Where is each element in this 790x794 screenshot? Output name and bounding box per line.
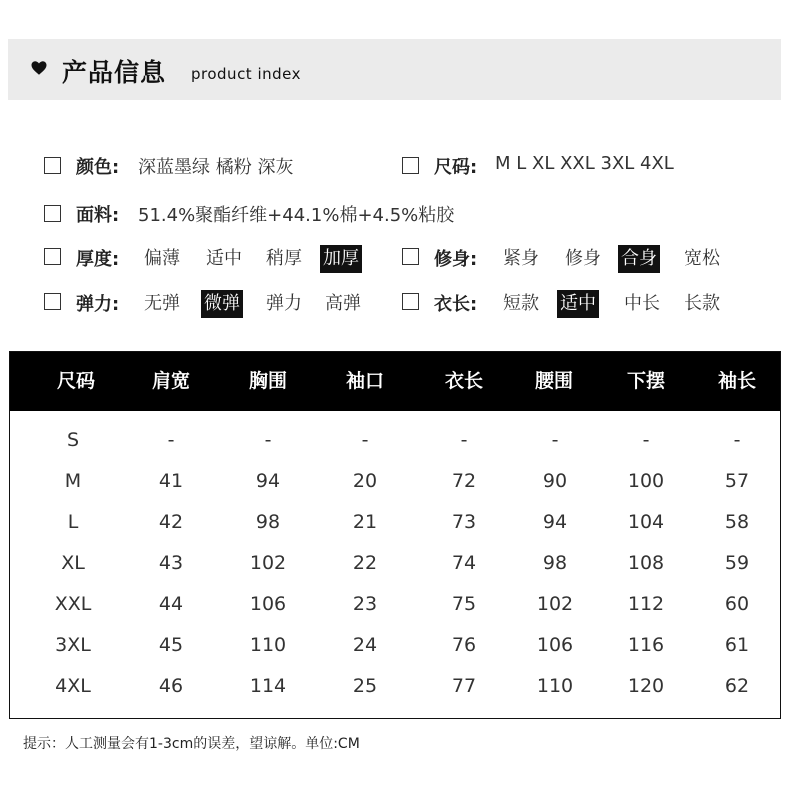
fit-label: 修身: — [434, 249, 478, 270]
size-label: 尺码: — [434, 157, 478, 178]
table-cell: S — [66, 429, 80, 451]
table-cell: 76 — [451, 634, 477, 656]
table-cell: 110 — [249, 634, 287, 656]
length-option: 长款 — [684, 293, 720, 314]
checkbox[interactable] — [44, 248, 61, 265]
elasticity-option: 高弹 — [325, 293, 361, 314]
table-cell: 90 — [542, 470, 568, 492]
table-cell: - — [642, 429, 650, 451]
table-cell: 72 — [451, 470, 477, 492]
column-header: 尺码 — [56, 370, 95, 392]
column-header: 袖长 — [717, 370, 756, 392]
table-cell: 61 — [724, 634, 750, 656]
table-row — [10, 502, 780, 543]
table-cell: 120 — [627, 675, 665, 697]
table-cell: - — [264, 429, 272, 451]
table-cell: 104 — [627, 511, 665, 533]
table-cell: - — [167, 429, 175, 451]
table-row — [10, 666, 780, 707]
column-header: 下摆 — [626, 370, 665, 392]
table-cell: 45 — [158, 634, 184, 656]
table-cell: 112 — [627, 593, 665, 615]
size-value: M L XL XXL 3XL 4XL — [495, 153, 674, 174]
table-cell: 94 — [255, 470, 281, 492]
checkbox[interactable] — [402, 248, 419, 265]
length-label: 衣长: — [434, 294, 478, 315]
table-row — [10, 584, 780, 625]
table-cell: 41 — [158, 470, 184, 492]
table-cell: - — [361, 429, 369, 451]
table-cell: 116 — [627, 634, 665, 656]
checkbox[interactable] — [402, 157, 419, 174]
table-cell: 3XL — [55, 634, 91, 656]
length-option: 短款 — [503, 293, 539, 314]
table-row — [10, 461, 780, 502]
table-row — [10, 625, 780, 666]
heart-icon — [30, 59, 48, 77]
table-cell: 102 — [249, 552, 287, 574]
checkbox[interactable] — [402, 293, 419, 310]
column-header: 衣长 — [444, 370, 483, 392]
table-cell: 21 — [352, 511, 378, 533]
thickness-option-selected: 加厚 — [320, 245, 362, 273]
page-subtitle: product index — [191, 65, 301, 83]
table-cell: 42 — [158, 511, 184, 533]
elasticity-label: 弹力: — [76, 294, 120, 315]
length-option-selected: 适中 — [557, 290, 599, 318]
table-cell: - — [551, 429, 559, 451]
table-cell: 94 — [542, 511, 568, 533]
checkbox[interactable] — [44, 293, 61, 310]
table-row — [10, 420, 780, 461]
table-cell: - — [460, 429, 468, 451]
column-header: 袖口 — [345, 370, 384, 392]
table-cell: M — [64, 470, 82, 492]
thickness-option: 稍厚 — [266, 248, 302, 269]
table-cell: 59 — [724, 552, 750, 574]
color-label: 颜色: — [76, 157, 120, 178]
fit-option: 修身 — [565, 248, 601, 269]
elasticity-option: 无弹 — [144, 293, 180, 314]
measurement-note: 提示：人工测量会有1-3cm的误差，望谅解。单位:CM — [23, 736, 360, 752]
table-cell: 102 — [536, 593, 574, 615]
table-cell: 43 — [158, 552, 184, 574]
table-cell: 110 — [536, 675, 574, 697]
table-cell: 44 — [158, 593, 184, 615]
fit-option: 紧身 — [503, 248, 539, 269]
elasticity-option-selected: 微弹 — [201, 290, 243, 318]
table-cell: 98 — [255, 511, 281, 533]
checkbox[interactable] — [44, 157, 61, 174]
table-cell: 114 — [249, 675, 287, 697]
table-cell: 106 — [249, 593, 287, 615]
size-table — [9, 351, 781, 719]
table-cell: 62 — [724, 675, 750, 697]
length-option: 中长 — [624, 293, 660, 314]
table-cell: 58 — [724, 511, 750, 533]
table-cell: 108 — [627, 552, 665, 574]
column-header: 肩宽 — [151, 370, 190, 392]
fit-option-selected: 合身 — [618, 245, 660, 273]
color-value: 深蓝墨绿 橘粉 深灰 — [138, 157, 294, 178]
table-cell: - — [733, 429, 741, 451]
thickness-option: 适中 — [206, 248, 242, 269]
table-cell: 74 — [451, 552, 477, 574]
table-cell: 75 — [451, 593, 477, 615]
table-cell: 98 — [542, 552, 568, 574]
table-cell: 22 — [352, 552, 378, 574]
page-title: 产品信息 — [62, 58, 167, 87]
table-cell: 106 — [536, 634, 574, 656]
table-cell: 46 — [158, 675, 184, 697]
fit-option: 宽松 — [684, 248, 720, 269]
table-cell: XL — [61, 552, 85, 574]
thickness-option: 偏薄 — [144, 248, 180, 269]
table-cell: 77 — [451, 675, 477, 697]
table-cell: 20 — [352, 470, 378, 492]
table-cell: 25 — [352, 675, 378, 697]
table-cell: 60 — [724, 593, 750, 615]
table-cell: XXL — [54, 593, 92, 615]
elasticity-option: 弹力 — [266, 293, 302, 314]
table-cell: 23 — [352, 593, 378, 615]
column-header: 胸围 — [248, 370, 287, 392]
fabric-value: 51.4%聚酯纤维+44.1%棉+4.5%粘胶 — [138, 205, 455, 226]
table-cell: L — [67, 511, 79, 533]
checkbox[interactable] — [44, 205, 61, 222]
table-cell: 4XL — [55, 675, 91, 697]
thickness-label: 厚度: — [76, 249, 120, 270]
table-row — [10, 543, 780, 584]
column-header: 腰围 — [534, 370, 573, 392]
table-cell: 24 — [352, 634, 378, 656]
size-table-header — [10, 352, 780, 411]
table-cell: 100 — [627, 470, 665, 492]
product-info-header — [8, 39, 781, 100]
table-cell: 57 — [724, 470, 750, 492]
table-cell: 73 — [451, 511, 477, 533]
fabric-label: 面料: — [76, 205, 120, 226]
